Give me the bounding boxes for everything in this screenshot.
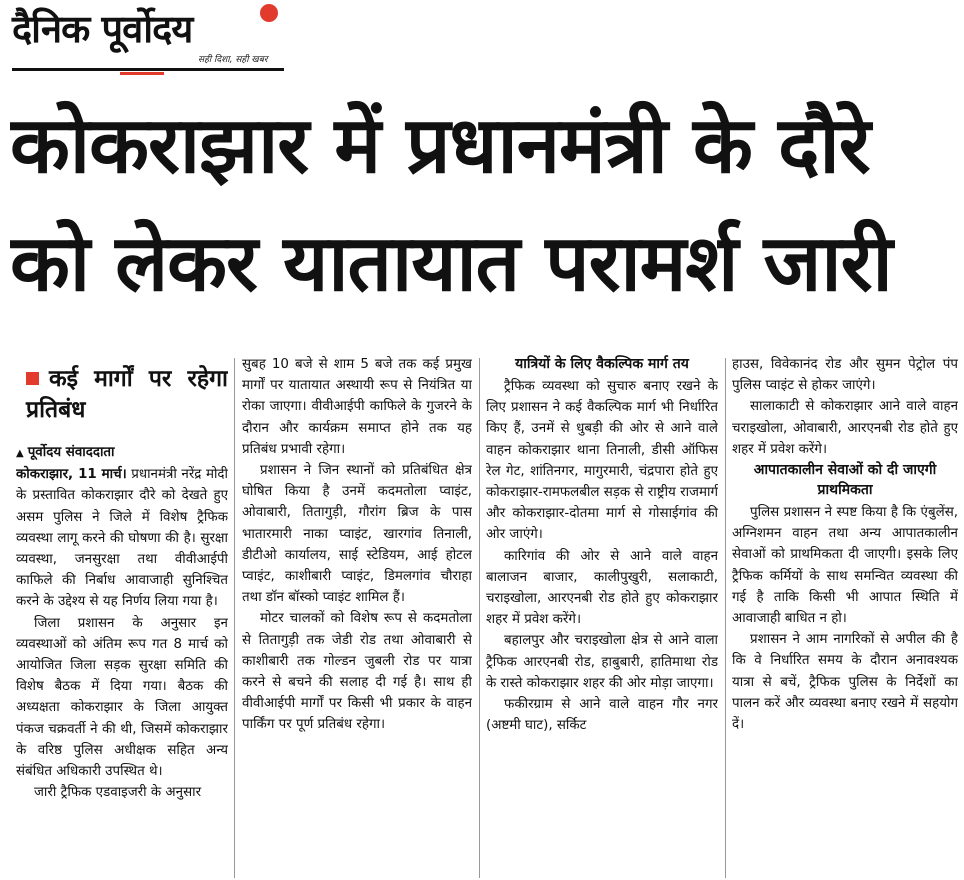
- paragraph: प्रशासन ने आम नागरिकों से अपील की है कि वे निर्धारित समय के दौरान अनावश्यक यात्रा से बचें, ट्रैफिक पुलिस के निर्देशों का पालन करें और व्यवस्था बनाए रखने में सहयोग दें।: [732, 632, 958, 733]
- headline-line-1: कोकराझार में प्रधानमंत्री के दौरे: [10, 101, 870, 191]
- column-divider: [725, 358, 726, 878]
- article-column-3: [486, 354, 718, 880]
- masthead: [0, 0, 964, 78]
- masthead-rule: [12, 68, 284, 71]
- paragraph: पुलिस प्रशासन ने स्पष्ट किया है कि एंबुलेंस, अग्निशमन वाहन तथा अन्य आपातकालीन सेवाओं को प्राथमिकता दी जाएगी। इसके लिए ट्रैफिक कर्मियों के साथ समन्वित व्यवस्था की गई है ताकि किसी भी आपात स्थिति में आवाजाही बाधित न हो।: [732, 505, 958, 627]
- section-heading-alternate-routes: यात्रियों के लिए वैकल्पिक मार्ग तय: [515, 356, 689, 372]
- newspaper-tagline: सही दिशा, सही खबर: [198, 55, 268, 65]
- byline-text: पूर्वोदय संवाददाता: [27, 445, 115, 460]
- paragraph: फकीरग्राम से आने वाले वाहन गौर नगर (अष्टमी घाट), सर्किट: [486, 697, 718, 734]
- red-square-bullet-icon: [26, 372, 39, 385]
- dateline: कोकराझार, 11 मार्च।: [16, 467, 127, 483]
- article-column-1: [16, 354, 228, 880]
- paragraph: ट्रैफिक व्यवस्था को सुचारु बनाए रखने के लिए प्रशासन ने कई वैकल्पिक मार्ग भी निर्धारित किए हैं, उनमें से धुबड़ी की ओर से आने वाले वाहन कोकराझार थाना तिनाली, डीसी ऑफिस रेल गेट, शांतिनगर, मागुरमारी, चंद्रपारा होते हुए कोकराझार-रामफलबील सड़क से राष्ट्रीय राजमार्ग और कोकराझार-दोतमा मार्ग से गोसाईगांव की ओर जाएंगे।: [486, 379, 718, 543]
- paragraph: सालाकाटी से कोकराझार आने वाले वाहन चराइखोला, ओवाबारी, आरएनबी रोड होते हुए शहर में प्रवेश करेंगे।: [732, 399, 958, 457]
- masthead-accent-rule: [120, 72, 164, 75]
- paragraph: हाउस, विवेकानंद रोड और सुमन पेट्रोल पंप पुलिस प्वाइंट से होकर जाएंगे।: [732, 357, 958, 394]
- column-divider: [234, 358, 235, 878]
- paragraph: बहालपुर और चराइखोला क्षेत्र से आने वाला ट्रैफिक आरएनबी रोड, हाबुबारी, हातिमाथा रोड के रास्ते कोकराझार शहर की ओर मोड़ा जाएगा।: [486, 633, 718, 691]
- section-heading-emergency-services: आपातकालीन सेवाओं को दी जाएगी प्राथमिकता: [753, 462, 937, 499]
- paragraph: सुबह 10 बजे से शाम 5 बजे तक कई प्रमुख मार्गों पर यातायात अस्थायी रूप से नियंत्रित या रोका जाएगा। वीवीआईपी काफिले के गुजरने के दौरान और कार्यक्रम समाप्त होने तक यह प्रतिबंध प्रभावी रहेगा।: [242, 357, 472, 457]
- paragraph: [16, 464, 228, 612]
- article-column-2: [242, 354, 472, 880]
- paragraph: प्रशासन ने जिन स्थानों को प्रतिबंधित क्षेत्र घोषित किया है उनमें कदमतोला प्वाइंट, ओवाबारी, तितागुड़ी, गौरांग ब्रिज के पास भातारमारी नाका प्वाइंट, खारगांव तिनाली, डीटीओ कार्यालय, साई स्टेडियम, आई होटल प्वाइंट, काशीबारी प्वाइंट, डिमलगांव चौराहा तथा डॉन बॉस्को प्वाइंट शामिल हैं।: [242, 463, 472, 606]
- headline: [10, 88, 960, 324]
- paragraph: जिला प्रशासन के अनुसार इन व्यवस्थाओं को अंतिम रूप गत 8 मार्च को आयोजित जिला सड़क सुरक्षा समिति की विशेष बैठक में दिया गया। बैठक की अध्यक्षता कोकराझार के जिला आयुक्त पंकज चक्रवर्ती ने की थी, जिसमें कोकराझार के वरिष्ठ पुलिस अधीक्षक सहित अन्य संबंधित अधिकारी उपस्थित थे।: [16, 615, 228, 780]
- logo-red-dot-icon: [260, 4, 278, 22]
- newspaper-logo: दैनिक पूर्वोदय: [12, 7, 193, 51]
- paragraph: मोटर चालकों को विशेष रूप से कदमतोला से तितागुड़ी तक जेडी रोड तथा ओवाबारी से काशीबारी तक गोल्डन जुबली रोड पर यात्रा करने से बचने की सलाह दी गई है। साथ ही वीवीआईपी मार्गों पर किसी भी प्रकार के वाहन पार्किंग पर पूर्ण प्रतिबंध रहेगा।: [242, 611, 472, 733]
- column-divider: [479, 358, 480, 878]
- paragraph: कारिगांव की ओर से आने वाले वाहन बालाजन बाजार, कालीपुखुरी, सलाकाटी, चराइखोला, आरएनबी रोड होते हुए कोकराझार शहर में प्रवेश करेंगे।: [486, 548, 718, 628]
- subheadline-text: कई मार्गों पर रहेगा प्रतिबंध: [26, 366, 228, 423]
- paragraph-text: प्रधानमंत्री नरेंद्र मोदी के प्रस्तावित कोकराझार दौरे को देखते हुए असम पुलिस ने जिले में विशेष ट्रैफिक व्यवस्था लागू करने की घोषणा की है। सुरक्षा व्यवस्था, जनसुरक्षा तथा वीवीआईपी काफिले की निर्बाध आवाजाही सुनिश्चित करने के उद्देश्य से यह निर्णय लिया गया है।: [16, 467, 228, 610]
- article-column-4: [732, 354, 958, 880]
- paragraph: जारी ट्रैफिक एडवाइजरी के अनुसार: [34, 785, 202, 801]
- headline-line-2: को लेकर यातायात परामर्श जारी: [10, 219, 892, 309]
- byline: [16, 442, 228, 464]
- triangle-bullet-icon: ▲: [16, 448, 24, 459]
- subheadline: [26, 364, 228, 426]
